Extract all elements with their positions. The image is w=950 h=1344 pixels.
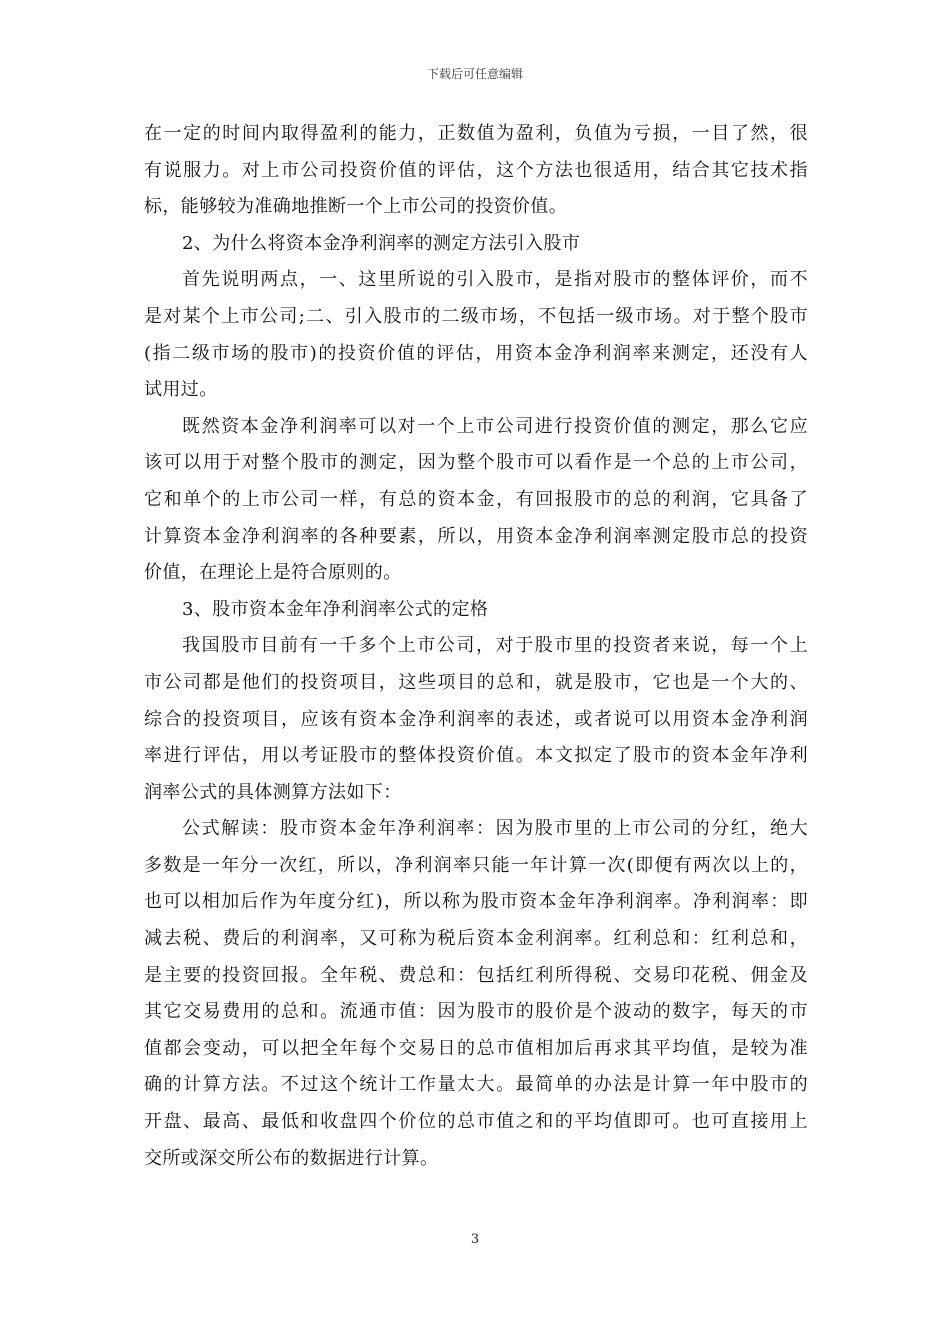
body-line: 综合的投资项目，应该有资本金净利润率的表述，或者说可以用资本金净利润 — [144, 708, 808, 730]
body-line: 润率公式的具体测算方法如下： — [144, 781, 402, 803]
body-line: 试用过。 — [144, 379, 218, 401]
body-line: 开盘、最高、最低和收盘四个价位的总市值之和的平均值即可。也可直接用上 — [144, 1111, 808, 1133]
body-line: 公式解读：股市资本金年净利润率：因为股市里的上市公司的分红，绝大 — [182, 818, 808, 840]
body-line: 率进行评估，用以考证股市的整体投资价值。本文拟定了股市的资本金年净利 — [144, 745, 808, 767]
body-line: 其它交易费用的总和。流通市值：因为股市的股价是个波动的数字，每天的市 — [144, 1001, 808, 1023]
body-line: 既然资本金净利润率可以对一个上市公司进行投资价值的测定，那么它应 — [182, 415, 808, 437]
page-header: 下载后可任意编辑 — [426, 67, 523, 81]
body-line: (指二级市场的股市)的投资价值的评估，用资本金净利润率来测定，还没有人 — [144, 342, 808, 364]
section-heading: 3、股市资本金年净利润率公式的定格 — [182, 598, 489, 620]
body-line: 是主要的投资回报。全年税、费总和：包括红利所得税、交易印花税、佣金及 — [144, 964, 808, 986]
body-line: 首先说明两点，一、这里所说的引入股市，是指对股市的整体评价，而不 — [182, 269, 808, 291]
body-line: 计算资本金净利润率的各种要素，所以，用资本金净利润率测定股市总的投资 — [144, 525, 808, 547]
body-line: 在一定的时间内取得盈利的能力，正数值为盈利，负值为亏损，一目了然，很 — [144, 123, 808, 144]
body-line: 值都会变动，可以把全年每个交易日的总市值相加后再求其平均值，是较为准 — [144, 1037, 808, 1059]
page-number: 3 — [470, 1232, 480, 1247]
body-line: 价值，在理论上是符合原则的。 — [144, 562, 402, 584]
body-line: 它和单个的上市公司一样，有总的资本金，有回报股市的总的利润，它具备了 — [144, 488, 808, 510]
body-line: 也可以相加后作为年度分红)，所以称为股市资本金年净利润率。净利润率：即 — [144, 891, 808, 913]
body-line: 是对某个上市公司;二、引入股市的二级市场，不包括一级市场。对于整个股市 — [144, 305, 808, 327]
body-line: 确的计算方法。不过这个统计工作量太大。最简单的办法是计算一年中股市的 — [144, 1074, 808, 1096]
body-line: 该可以用于对整个股市的测定，因为整个股市可以看作是一个总的上市公司， — [144, 452, 808, 474]
body-line: 多数是一年分一次红，所以，净利润率只能一年计算一次(即便有两次以上的， — [144, 854, 808, 876]
body-line: 有说服力。对上市公司投资价值的评估，这个方法也很适用，结合其它技术指 — [144, 159, 808, 181]
section-heading: 2、为什么将资本金净利润率的测定方法引入股市 — [182, 232, 581, 254]
document-body — [144, 116, 808, 1177]
body-line: 标，能够较为准确地推断一个上市公司的投资价值。 — [144, 196, 568, 218]
body-line: 市公司都是他们的投资项目，这些项目的总和，就是股市，它也是一个大的、 — [144, 671, 808, 693]
body-line: 我国股市目前有一千多个上市公司，对于股市里的投资者来说，每一个上 — [182, 635, 808, 657]
body-line: 交所或深交所公布的数据进行计算。 — [144, 1147, 439, 1169]
body-line: 减去税、费后的利润率，又可称为税后资本金利润率。红利总和：红利总和， — [144, 928, 808, 950]
